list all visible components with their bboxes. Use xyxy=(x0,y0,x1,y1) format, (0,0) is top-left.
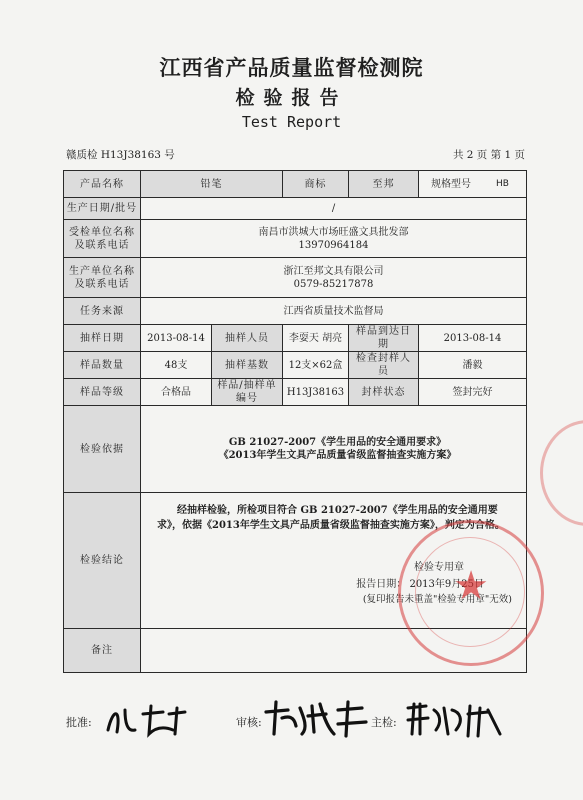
brand-label: 商标 xyxy=(283,171,349,198)
seal-status-label: 封样状态 xyxy=(349,379,419,406)
model-label: 规格型号 xyxy=(431,178,471,190)
inspected-unit-value xyxy=(141,220,527,258)
arrival-date-label: 样品到达日期 xyxy=(349,325,419,352)
brand-value: 至邦 xyxy=(349,171,419,198)
basis-line-1: GB 21027-2007《学生用品的安全通用要求》 xyxy=(228,437,447,448)
seal-status-value: 签封完好 xyxy=(419,379,527,406)
inspected-unit-phone: 13970964184 xyxy=(298,239,369,251)
chief-label: 主检: xyxy=(371,716,397,729)
arrival-date-value: 2013-08-14 xyxy=(419,325,527,352)
sealer-label: 检查封样人员 xyxy=(349,352,419,379)
row-prod-date xyxy=(64,198,527,220)
base-value: 12支×62盒 xyxy=(283,352,349,379)
sampler-label: 抽样人员 xyxy=(212,325,283,352)
sample-no-value: H13J38163 xyxy=(283,379,349,406)
qty-label: 样品数量 xyxy=(64,352,141,379)
base-label: 抽样基数 xyxy=(212,352,283,379)
remark-label: 备注 xyxy=(64,629,141,673)
model-value: HB xyxy=(496,178,509,189)
row-quantity xyxy=(64,352,527,379)
seal-star-icon: ★ xyxy=(453,563,489,609)
reviewer-signature xyxy=(262,698,372,747)
task-source-label: 任务来源 xyxy=(64,298,141,325)
task-source-value: 江西省质量技术监督局 xyxy=(141,298,527,325)
producer-phone: 0579-85217878 xyxy=(293,278,374,290)
sampler-value: 李耍天 胡亮 xyxy=(283,325,349,352)
org-title: 江西省产品质量监督检测院 xyxy=(159,55,424,80)
producer-name: 浙江至邦文具有限公司 xyxy=(283,265,384,277)
approver-signature xyxy=(103,700,198,747)
prod-date-value: / xyxy=(141,198,527,220)
approver-label: 批准: xyxy=(66,716,92,729)
qty-value: 48支 xyxy=(141,352,212,379)
inspected-unit-name: 南昌市洪城大市场旺盛文具批发部 xyxy=(258,226,409,238)
row-basis xyxy=(64,406,527,493)
approver-signature-icon xyxy=(103,700,198,740)
row-inspected-unit xyxy=(64,220,527,258)
row-sampling xyxy=(64,325,527,352)
inspected-unit-label-2: 及联系电话 xyxy=(74,239,130,251)
producer-label-2: 及联系电话 xyxy=(74,278,130,290)
grade-label: 样品等级 xyxy=(64,379,141,406)
red-side-seal xyxy=(540,420,583,526)
report-number: 赣质检 H13J38163 号 xyxy=(66,149,175,161)
page-info: 共 2 页 第 1 页 xyxy=(452,149,525,161)
conclusion-text: 经抽样检验，所检项目符合 GB 21027-2007《学生用品的安全通用要求》，依据《2013年学生文具产品质量省级监督抽查实施方案》，判定为合格。 xyxy=(157,505,505,531)
chief-signature xyxy=(404,700,509,747)
reviewer-label: 审核: xyxy=(236,716,262,729)
row-task-source xyxy=(64,298,527,325)
red-inspection-seal xyxy=(398,520,544,666)
sampling-date-value: 2013-08-14 xyxy=(141,325,212,352)
producer-label-1: 生产单位名称 xyxy=(69,265,135,277)
producer-label xyxy=(64,258,141,298)
product-name-label: 产品名称 xyxy=(64,171,141,198)
sampling-date-label: 抽样日期 xyxy=(64,325,141,352)
inspected-unit-label-1: 受检单位名称 xyxy=(69,226,135,238)
report-title-en: Test Report xyxy=(241,113,342,131)
sample-no-label: 样品/抽样单编号 xyxy=(212,379,283,406)
issue-date: 报告日期： 2013年9月25日 xyxy=(356,579,484,590)
product-name-value: 铅笔 xyxy=(141,171,283,198)
report-title-cn: 检验报告 xyxy=(235,87,348,109)
producer-value xyxy=(141,258,527,298)
model-cell xyxy=(419,171,527,198)
copy-note: (复印报告未重盖"检验专用章"无效) xyxy=(362,594,512,605)
reviewer-signature-icon xyxy=(262,698,372,740)
chief-signature-icon xyxy=(404,700,509,740)
inspected-unit-label xyxy=(64,220,141,258)
row-product xyxy=(64,171,527,198)
basis-label: 检验依据 xyxy=(64,406,141,493)
basis-value xyxy=(141,406,527,493)
conclusion-label: 检验结论 xyxy=(64,493,141,629)
conclusion-seal-line: 检验专用章 xyxy=(414,562,464,573)
prod-date-label: 生产日期/批号 xyxy=(64,198,141,220)
basis-line-2: 《2013年学生文具产品质量省级监督抽查实施方案》 xyxy=(218,450,457,461)
grade-value: 合格品 xyxy=(141,379,212,406)
sealer-value: 潘毅 xyxy=(419,352,527,379)
row-grade xyxy=(64,379,527,406)
row-producer xyxy=(64,258,527,298)
